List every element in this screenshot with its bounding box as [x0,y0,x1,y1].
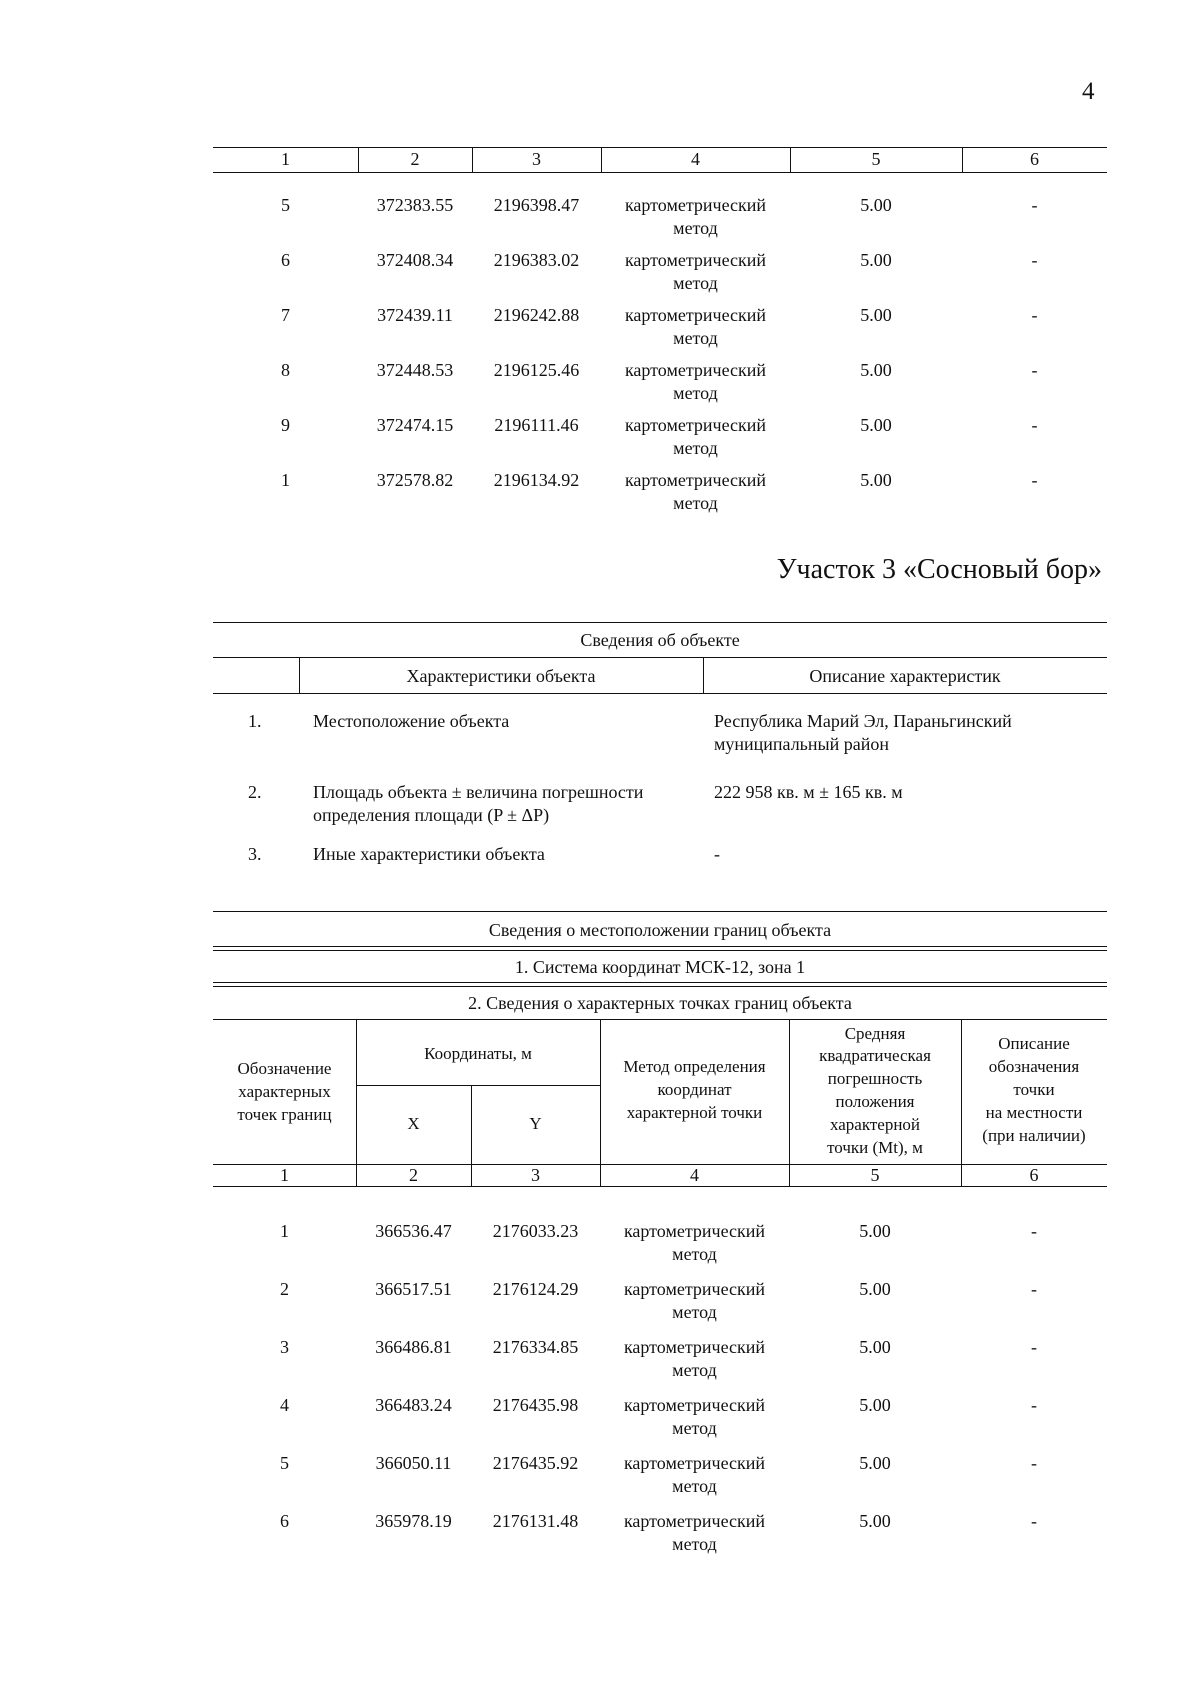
method-line1: картометрический [623,1221,766,1241]
mt-value: 5.00 [859,1337,891,1357]
mt-value: 5.00 [860,250,892,270]
header-point-description-5: (при наличии) [982,1126,1086,1145]
method-line2: метод [672,1534,717,1554]
mt-value: 5.00 [860,305,892,325]
header-error-5: характерной [829,1115,921,1134]
coord-x: 372408.34 [376,250,454,270]
point-description: - [1031,1279,1037,1299]
header-x: X [407,1114,420,1133]
object-info-title: Сведения об объекте [580,630,740,650]
coord-x: 372474.15 [376,415,454,435]
point-description: - [1031,360,1038,380]
point-description: - [1031,1453,1037,1473]
point-number: 3 [280,1337,289,1357]
coord-x: 372439.11 [377,305,453,325]
method-line1: картометрический [624,360,767,380]
header-error-6: точки (Mt), м [827,1138,923,1157]
method-line2: метод [673,328,718,348]
col-number-6: 6 [1029,1165,1039,1185]
boundaries-title: Сведения о местоположении границ объекта [488,920,832,940]
mt-value: 5.00 [859,1395,891,1415]
mt-value: 5.00 [859,1511,891,1531]
coord-x: 366050.11 [375,1453,452,1473]
coord-y: 2176435.92 [492,1453,579,1473]
col-description: Описание характеристик [809,666,1001,686]
method-line2: метод [673,273,718,293]
col-number-5: 5 [871,149,881,169]
characteristic-value-line2: муниципальный район [714,734,890,754]
header-method-2: координат [657,1080,732,1099]
coord-x: 366483.24 [375,1395,452,1415]
coord-y: 2196242.88 [493,305,580,325]
header-point-designation-3: точек границ [237,1105,332,1124]
col-number-3: 3 [531,1165,540,1185]
col-number-6: 6 [1030,149,1039,169]
header-error-4: положения [835,1092,915,1111]
point-number: 6 [280,1511,289,1531]
method-line1: картометрический [623,1511,766,1531]
coord-y: 2196111.46 [494,415,579,435]
method-line2: метод [672,1476,717,1496]
method-line2: метод [672,1360,717,1380]
characteristic-label: Площадь объекта ± величина погрешности [313,782,644,802]
points-title: 2. Сведения о характерных точках границ объекта [468,993,852,1013]
point-number: 6 [281,250,290,270]
col-number-4: 4 [690,1165,699,1185]
coord-y: 2176435.98 [492,1395,579,1415]
method-line2: метод [672,1418,717,1438]
method-line1: картометрический [623,1453,766,1473]
section-title: Участок 3 «Сосновый бор» [776,554,1102,585]
col-characteristics: Характеристики объекта [406,666,596,686]
coord-x: 366536.47 [375,1221,452,1241]
col-number-5: 5 [870,1165,880,1185]
col-number-1: 1 [280,1165,289,1185]
point-number: 2 [280,1279,289,1299]
method-line2: метод [673,493,718,513]
header-point-description-3: точки [1013,1080,1055,1099]
header-error-2: квадратическая [819,1046,931,1065]
page-number: 4 [1082,78,1095,105]
point-description: - [1031,305,1038,325]
col-number-2: 2 [410,149,420,169]
point-description: - [1031,470,1038,490]
header-error-3: погрешность [827,1069,923,1088]
header-point-description-4: на местности [985,1103,1083,1122]
col-number-2: 2 [409,1165,418,1185]
coord-x: 365978.19 [375,1511,452,1531]
method-line1: картометрический [623,1395,766,1415]
row-number: 1. [248,711,262,731]
header-point-designation-1: Обозначение [237,1059,332,1078]
method-line2: метод [672,1244,717,1264]
point-number: 7 [281,305,290,325]
mt-value: 5.00 [860,195,892,215]
coord-y: 2176334.85 [492,1337,579,1357]
point-description: - [1031,1395,1037,1415]
mt-value: 5.00 [860,415,892,435]
col-number-1: 1 [281,149,290,169]
mt-value: 5.00 [860,470,892,490]
point-description: - [1031,1337,1037,1357]
point-number: 1 [280,1221,289,1241]
method-line1: картометрический [624,195,767,215]
method-line2: метод [673,438,718,458]
col-number-3: 3 [532,149,541,169]
method-line1: картометрический [623,1337,766,1357]
point-number: 5 [281,195,290,215]
characteristic-value: 222 958 кв. м ± 165 кв. м [714,782,903,802]
point-description: - [1031,1221,1037,1241]
point-number: 1 [281,470,290,490]
header-point-designation-2: характерных [238,1082,331,1101]
coord-y: 2196383.02 [493,250,580,270]
coord-y: 2176033.23 [492,1221,579,1241]
coord-x: 372383.55 [376,195,454,215]
characteristic-label: Местоположение объекта [313,711,510,731]
method-line1: картометрический [623,1279,766,1299]
coord-x: 372578.82 [376,470,454,490]
header-point-description-2: обозначения [988,1057,1080,1076]
header-method-1: Метод определения [623,1057,766,1076]
method-line1: картометрический [624,415,767,435]
method-line2: метод [672,1302,717,1322]
header-coordinates: Координаты, м [424,1044,532,1063]
coordinate-system: 1. Система координат МСК-12, зона 1 [514,957,806,977]
mt-value: 5.00 [860,360,892,380]
point-number: 4 [280,1395,289,1415]
header-y: Y [529,1114,542,1133]
coord-y: 2196134.92 [493,470,580,490]
method-line1: картометрический [624,305,767,325]
method-line1: картометрический [624,470,767,490]
coord-x: 366517.51 [375,1279,452,1299]
row-number: 3. [248,844,262,864]
point-number: 5 [280,1453,289,1473]
point-description: - [1031,195,1038,215]
header-point-description-1: Описание [998,1034,1070,1053]
coord-y: 2196125.46 [493,360,580,380]
point-number: 8 [281,360,290,380]
characteristic-value: - [714,844,720,864]
coord-y: 2196398.47 [493,195,580,215]
method-line1: картометрический [624,250,767,270]
mt-value: 5.00 [859,1453,891,1473]
mt-value: 5.00 [859,1279,891,1299]
row-number: 2. [248,782,262,802]
coord-y: 2176124.29 [492,1279,579,1299]
header-method-3: характерной точки [626,1103,763,1122]
mt-value: 5.00 [859,1221,891,1241]
header-error-1: Средняя [844,1024,906,1043]
characteristic-label-line2: определения площади (P ± ΔP) [313,805,550,825]
point-description: - [1031,415,1038,435]
col-number-4: 4 [691,149,700,169]
coord-y: 2176131.48 [492,1511,579,1531]
point-number: 9 [281,415,290,435]
characteristic-value: Республика Марий Эл, Параньгинский [714,711,1012,731]
point-description: - [1031,1511,1037,1531]
method-line2: метод [673,218,718,238]
characteristic-label: Иные характеристики объекта [313,844,545,864]
coord-x: 372448.53 [376,360,454,380]
method-line2: метод [673,383,718,403]
coord-x: 366486.81 [375,1337,452,1357]
point-description: - [1031,250,1038,270]
